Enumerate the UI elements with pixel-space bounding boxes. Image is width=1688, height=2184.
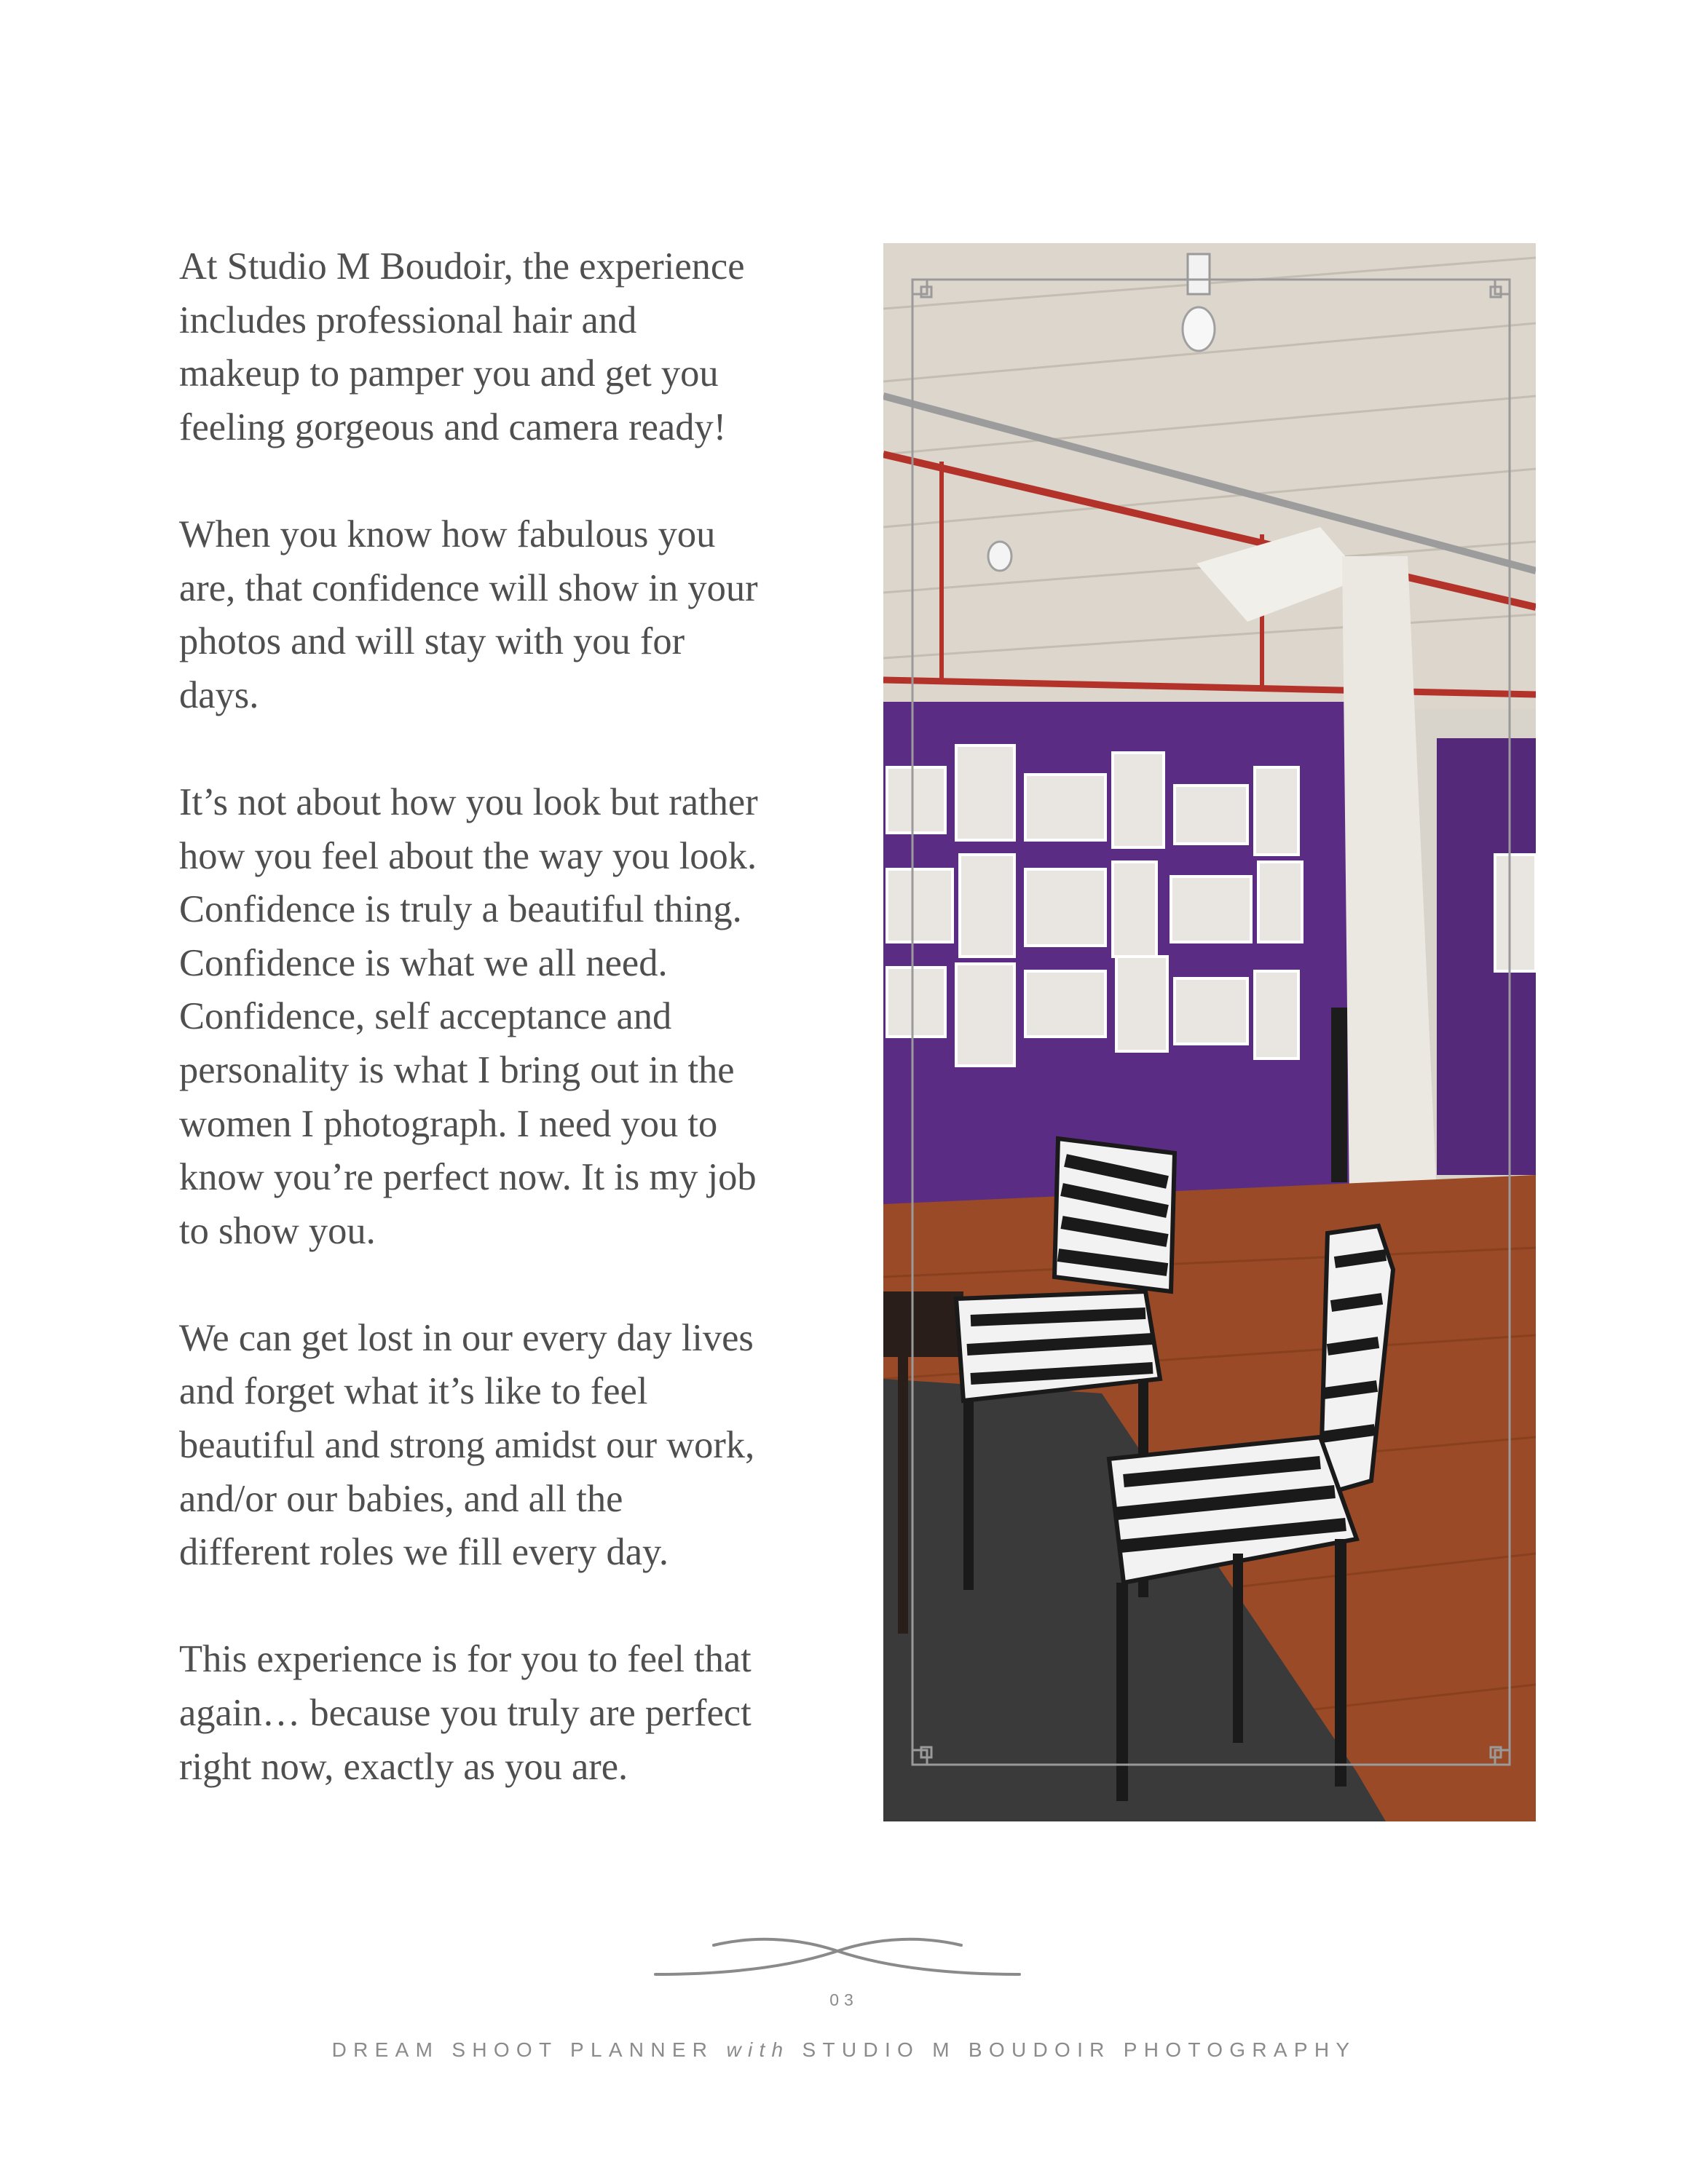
line: different roles we fill every day.	[179, 1531, 669, 1574]
footer-title-with: with	[726, 2038, 790, 2061]
page-number: 03	[829, 1990, 859, 2009]
line: Confidence, self acceptance and	[179, 995, 672, 1038]
paragraph-3	[179, 776, 835, 1258]
line: know you’re perfect now. It is my job	[179, 1156, 757, 1199]
paragraph-5	[179, 1633, 835, 1794]
line: and/or our babies, and all the	[179, 1477, 623, 1520]
line: days.	[179, 673, 259, 716]
footer-title-part: STUDIO M BOUDOIR PHOTOGRAPHY	[802, 2038, 1357, 2061]
line: Confidence is what we all need.	[179, 941, 668, 984]
paragraph-4	[179, 1312, 835, 1580]
line: photos and will stay with you for	[179, 620, 685, 663]
speaker	[1331, 1008, 1347, 1182]
body-text	[179, 240, 835, 1848]
line: again… because you truly are perfect	[179, 1692, 752, 1735]
line: beautiful and strong amidst our work,	[179, 1424, 755, 1467]
line: to show you.	[179, 1209, 376, 1252]
line: right now, exactly as you are.	[179, 1745, 628, 1788]
line: This experience is for you to feel that	[179, 1638, 752, 1681]
line: When you know how fabulous you	[179, 513, 716, 555]
line: feeling gorgeous and camera ready!	[179, 405, 727, 448]
photo-illustration	[883, 243, 1536, 1821]
line: women I photograph. I need you to	[179, 1102, 718, 1145]
line: includes professional hair and	[179, 298, 637, 341]
paragraph-2	[179, 508, 835, 722]
line: personality is what I bring out in the	[179, 1048, 735, 1091]
line: Confidence is truly a beautiful thing.	[179, 888, 742, 931]
line: are, that confidence will show in your	[179, 566, 758, 609]
line: and forget what it’s like to feel	[179, 1370, 648, 1413]
line: It’s not about how you look but rather	[179, 780, 758, 823]
line: how you feel about the way you look.	[179, 834, 757, 877]
studio-interior-photo	[883, 243, 1536, 1821]
line: We can get lost in our every day lives	[179, 1316, 754, 1359]
footer-title-part: DREAM SHOOT PLANNER	[331, 2038, 714, 2061]
side-table	[883, 1291, 963, 1357]
swirl-ornament-icon	[648, 1922, 1027, 1995]
line: makeup to pamper you and get you	[179, 352, 719, 395]
footer-title	[0, 2038, 1688, 2062]
paragraph-1	[179, 240, 835, 454]
line: At Studio M Boudoir, the experience	[179, 245, 745, 288]
